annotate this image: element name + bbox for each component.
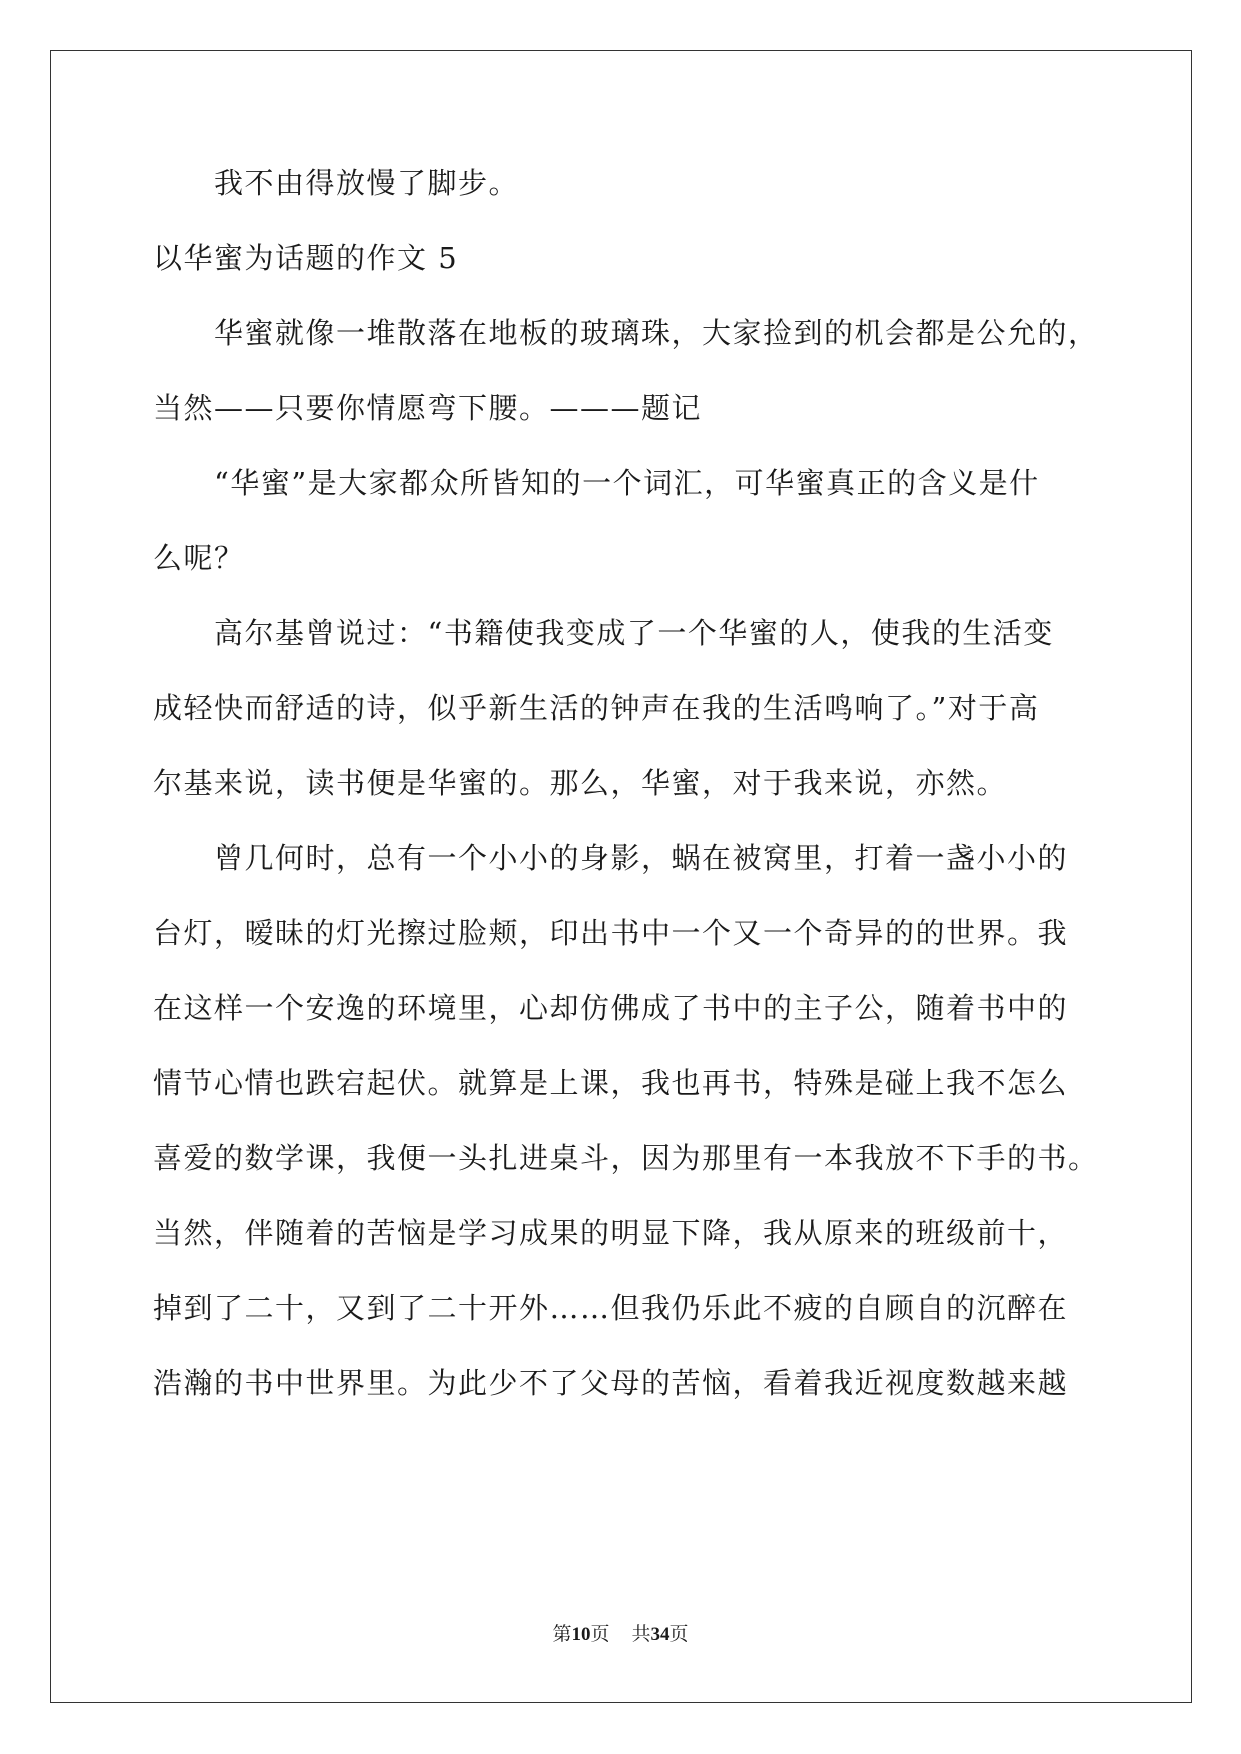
paragraph-line: 情节心情也跌宕起伏。就算是上课，我也再书，特殊是碰上我不怎么 bbox=[153, 1066, 1069, 1100]
paragraph-line: 喜爱的数学课，我便一头扎进桌斗，因为那里有一本我放不下手的书。 bbox=[153, 1141, 1099, 1175]
paragraph-line: 掉到了二十，又到了二十开外……但我仍乐此不疲的自顾自的沉醉在 bbox=[153, 1291, 1069, 1325]
footer-total-suffix: 页 bbox=[669, 1623, 689, 1645]
paragraph-line: 我不由得放慢了脚步。 bbox=[153, 166, 520, 200]
page-border bbox=[50, 50, 1192, 1703]
paragraph-line: 在这样一个安逸的环境里，心却仿佛成了书中的主子公，随着书中的 bbox=[153, 991, 1069, 1025]
paragraph-line: 华蜜就像一堆散落在地板的玻璃珠，大家捡到的机会都是公允的， bbox=[153, 316, 1099, 350]
paragraph-line: 浩瀚的书中世界里。为此少不了父母的苦恼，看着我近视度数越来越 bbox=[153, 1366, 1069, 1400]
footer-total-prefix: 共 bbox=[631, 1623, 651, 1645]
section-heading: 以华蜜为话题的作文 5 bbox=[153, 241, 459, 275]
paragraph-line: 成轻快而舒适的诗，似乎新生活的钟声在我的生活鸣响了。”对于高 bbox=[153, 691, 1040, 725]
page-footer bbox=[0, 1622, 1241, 1647]
paragraph-line: 台灯，暧昧的灯光擦过脸颊，印出书中一个又一个奇异的的世界。我 bbox=[153, 916, 1069, 950]
paragraph-line: 当然，伴随着的苦恼是学习成果的明显下降，我从原来的班级前十， bbox=[153, 1216, 1069, 1250]
footer-page-suffix: 页 bbox=[590, 1623, 610, 1645]
paragraph-line: 当然——只要你情愿弯下腰。———题记 bbox=[153, 391, 703, 425]
paragraph-line: 曾几何时，总有一个小小的身影，蜗在被窝里，打着一盏小小的 bbox=[153, 841, 1069, 875]
paragraph-line: 高尔基曾说过：“书籍使我变成了一个华蜜的人，使我的生活变 bbox=[153, 616, 1054, 650]
total-page-number: 34 bbox=[650, 1624, 670, 1645]
paragraph-line: 么呢？ bbox=[153, 541, 245, 575]
footer-prefix: 第 bbox=[552, 1623, 572, 1645]
paragraph-line: 尔基来说，读书便是华蜜的。那么，华蜜，对于我来说，亦然。 bbox=[153, 766, 1008, 800]
paragraph-line: “华蜜”是大家都众所皆知的一个词汇，可华蜜真正的含义是什 bbox=[153, 466, 1040, 500]
current-page-number: 10 bbox=[571, 1624, 591, 1645]
